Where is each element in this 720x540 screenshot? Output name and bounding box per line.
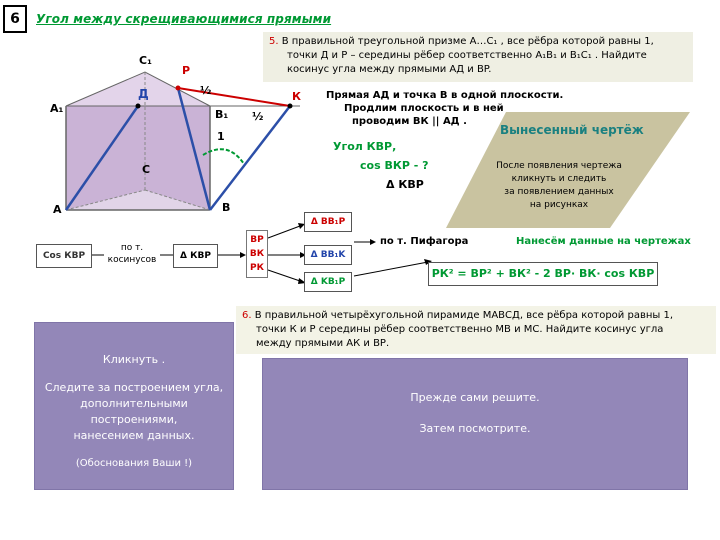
label-a: A [53, 203, 62, 216]
justification-note: (Обоснования Ваши !) [75, 458, 193, 469]
task-5-line-3: косинус угла между прямыми АД и BP. [287, 64, 492, 75]
projection-line-3: за появлением данных [504, 187, 614, 197]
cos-bkp-question: cos ВКР - ? [360, 159, 429, 172]
point-p [176, 86, 181, 91]
projection-title[interactable]: Вынесенный чертёж [500, 123, 644, 137]
explain-line-1: Прямая АД и точка B в одной плоскости. [326, 90, 564, 101]
cosine-formula: РК² = ВР² + ВК² - 2 ВР· ВК· cos КВР [428, 262, 658, 286]
task-6-line-2: точки К и Р середины рёбер соответственно МВ и МС. Найдите косинус угла [256, 324, 664, 335]
line-bk [210, 106, 290, 210]
solve-first-text: Прежде сами решите. [410, 391, 540, 404]
watch-instructions [35, 380, 233, 444]
projection-line-1: После появления чертежа [496, 161, 622, 171]
cos-kbr-box: Cos КВР [36, 244, 92, 268]
label-a1: A₁ [50, 102, 64, 115]
by-cosine-theorem: по т. косинусов [104, 238, 160, 272]
explain-line-2: Продлим плоскость и в ней [344, 103, 504, 114]
triangle-bb1k[interactable]: Δ BB₁K [304, 245, 352, 265]
triangle-kbr-box: Δ КВР [173, 244, 218, 268]
arrow-6 [268, 270, 300, 281]
apply-data-note: Нанесём данные на чертежах [516, 236, 691, 247]
click-to-watch-panel[interactable] [34, 322, 234, 490]
task-5-line-1: В правильной треугольной призме A…C₁ , все рёбра которой равны 1, [281, 36, 654, 47]
task-5-number: 5. [269, 36, 279, 47]
label-p: P [182, 64, 191, 77]
segment-pk: РК [250, 263, 264, 273]
point-d [136, 104, 141, 109]
then-look-text: Затем посмотрите. [419, 422, 531, 435]
label-c1: C₁ [139, 54, 152, 67]
label-half-1: ½ [200, 84, 212, 97]
page-title: Угол между скрещивающимися прямыми [36, 12, 332, 26]
label-d: Д [138, 87, 149, 101]
projection-line-4: на рисунках [529, 200, 589, 210]
arrow-4 [268, 226, 300, 238]
watch-line-3: построениями, [90, 413, 178, 426]
task-5-line-2: точки Д и Р – середины рёбер соответственно A₁B₁ и B₁C₁ . Найдите [287, 50, 647, 61]
angle-kbp: Угол КВР, [333, 140, 397, 153]
point-k [288, 104, 293, 109]
task-6-statement [236, 306, 716, 354]
watch-line-2: дополнительными [80, 397, 188, 410]
segment-bk: ВК [249, 249, 265, 259]
triangle-bb1p[interactable]: Δ BB₁P [304, 212, 352, 232]
segments-box [246, 230, 268, 278]
triangle-kbp: Δ КВР [386, 178, 424, 191]
click-label: Кликнуть . [102, 353, 166, 366]
task-6-line-3: между прямыми АК и ВР. [256, 338, 390, 349]
segment-bp: ВР [250, 235, 264, 245]
label-b: B [222, 201, 231, 214]
label-k: К [292, 90, 301, 103]
label-one: 1 [217, 130, 225, 143]
arrow-8 [354, 262, 428, 276]
by-pythagoras: по т. Пифагора [380, 236, 469, 247]
label-b1: B₁ [215, 108, 229, 121]
solve-yourself-panel[interactable] [262, 358, 688, 490]
watch-line-1: Следите за построением угла, [44, 381, 224, 394]
watch-line-4: нанесением данных. [73, 429, 195, 442]
explain-line-3: проводим ВК || АД . [352, 116, 467, 127]
task-6-number: 6. [242, 310, 252, 321]
label-c: C [142, 163, 151, 176]
projection-instructions [494, 160, 624, 212]
task-6-line-1: В правильной четырёхугольной пирамиде МАВСД, все рёбра которой равны 1, [254, 310, 674, 321]
label-half-2: ½ [252, 110, 264, 123]
prism-face-front [66, 106, 210, 210]
slide-number: 6 [3, 5, 27, 33]
triangle-kb1p[interactable]: Δ KB₁P [304, 272, 352, 292]
projection-line-2: кликнуть и следить [511, 174, 607, 184]
